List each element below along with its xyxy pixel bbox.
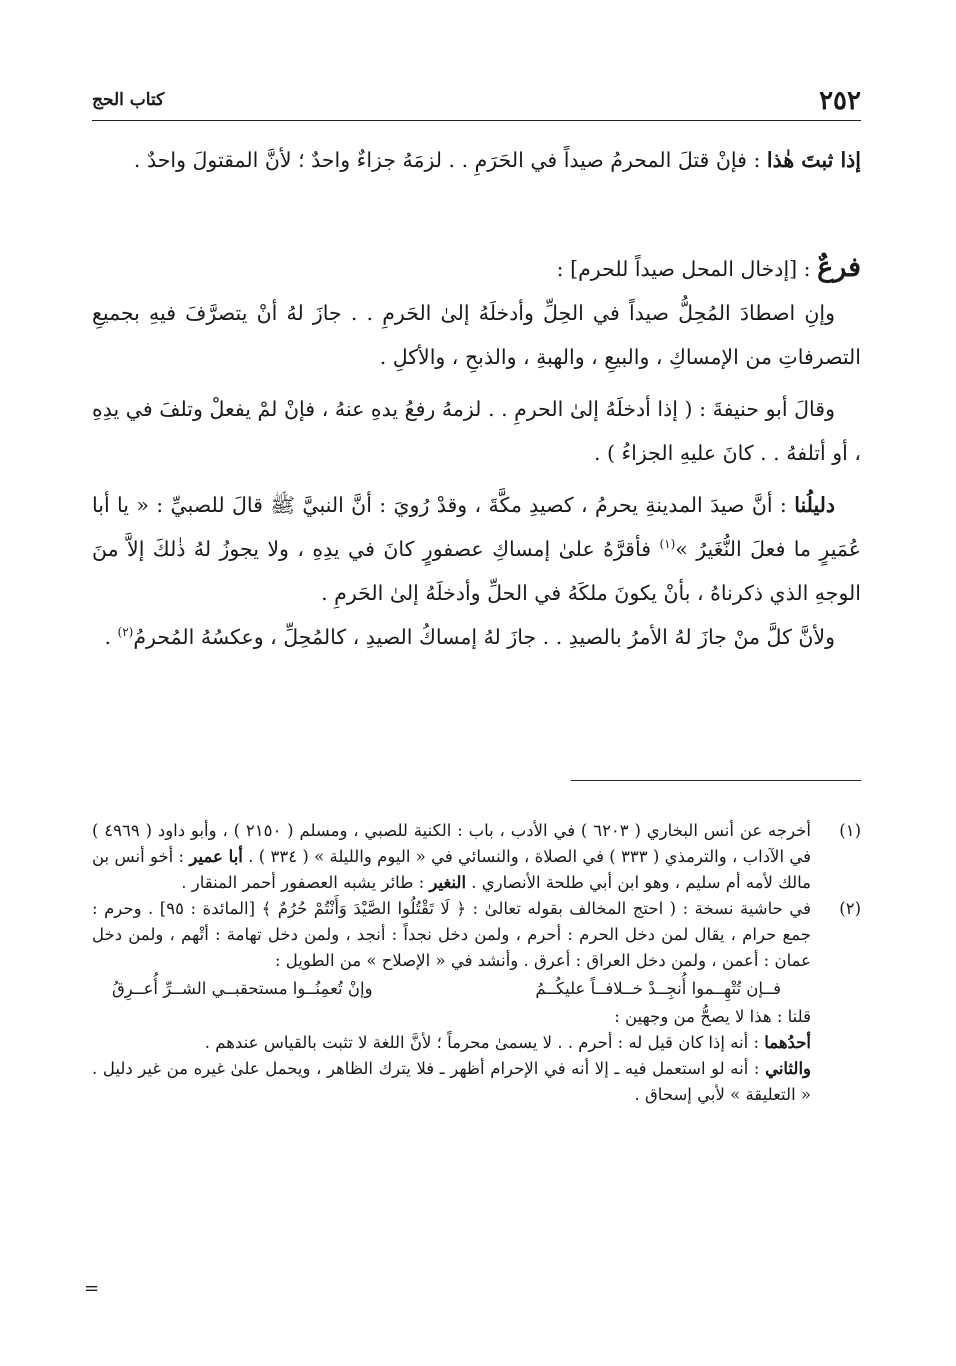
paragraph-4 [92,483,861,615]
footnotes [92,818,861,1108]
paragraph-5 [92,615,861,659]
footnote-1 [92,818,861,896]
paragraph-text: ولأنَّ كلَّ منْ جازَ لهُ الأمرُ بالصيدِ . . جازَ لهُ إمساكُ الصيدِ ، كالمُحِلِّ ، وعكسُهُ المُحرمُ [133,625,835,649]
paragraph-1 [92,138,861,182]
continuation-mark: = [84,1278,100,1299]
footnote-text: : أنه لو استعمل فيه ـ إلا أنه في الإحرام أظهر ـ فلا يترك الظاهر ، ويحمل علىٰ غيره من غير دليل . « التعليقة » لأبي إسحاق . [92,1059,811,1104]
footnote-text: : أنه إذا كان قيل له : أحرم . . لا يسمىٰ محرماً ؛ لأنَّ اللغة لا تثبت بالقياس عندهم . [204,1033,765,1052]
paragraph-3: وقالَ أبو حنيفةَ : ( إذا أدخلَهُ إلىٰ الحرمِ . . لزمهُ رفعُ يدهِ عنهُ ، فإنْ لمْ يفعلْ وتلفَ في يدِهِ ، أو أتلفهُ . . كانَ عليهِ الجزاءُ ) . [92,397,861,465]
main-text [92,138,861,659]
page-header [92,86,861,121]
paragraph-end: . [104,625,118,649]
lead-phrase: دليلُنا [794,493,835,517]
paragraph-2: وإنِ اصطادَ المُحِلُّ صيداً في الحِلِّ وأدخلَهُ إلىٰ الحَرمِ . . جازَ لهُ أنْ يتصرَّفَ فيهِ بجميعِ التصرفاتِ من الإمساكِ ، والبيعِ ، والهبةِ ، والذبحِ ، والأكلِ . [92,301,861,369]
footnote-keyword: أحدُهما [764,1033,811,1052]
footnote-text: قلنا : هذا لا يصحُّ من وجهين : [614,1007,811,1026]
footnote-text: أخرجه عن أنس البخاري ( ٦٢٠٣ ) في الأدب ، باب : الكنية للصبي ، ومسلم ( ٢١٥٠ ) ، وأبو داود ( ٤٩٦٩ ) في الآداب ، والترمذي ( ٣٣٣ ) في الصلاة ، والنسائي في « اليوم والليلة » ( ٣٣٤ ) . [92,821,811,866]
footnote-divider [571,780,861,781]
footnote-ref-2[interactable]: (٢) [117,625,134,640]
footnote-ref-1[interactable]: (١) [659,537,676,552]
branch-title: : [إدخال المحل صيداً للحرم] : [556,257,818,281]
verse-first-hemistich: فــإن تُتْهِــموا أُنجِــدْ خــلافــاً عليكُــمُ [535,979,781,998]
footnote-number: (٢) [839,899,861,918]
lead-phrase: إذا ثبتَ هٰذا [766,148,861,172]
running-title: كتاب الحج [92,90,165,110]
footnote-text: : أخو أنس بن مالك لأمه أم سليم ، وهو ابن أبي طلحة الأنصاري . [92,847,811,892]
footnote-keyword: النغير [429,873,467,892]
branch-label: فرعٌ [817,252,861,283]
footnote-keyword: والثاني [765,1059,811,1078]
footnote-text: في حاشية نسخة : ( احتج المخالف بقوله تعالىٰ : ﴿ لَا تَقْتُلُوا الصَّيْدَ وَأَنْتُمْ حُرُمٌ ﴾ [المائدة : ٩٥] . وحرم : جمع حرام ، يقال لمن دخل الحرم : أحرم ، ولمن دخل نجداً : أنجد ، ولمن دخل تهامة : أتْهم ، ولمن دخل عمان : أعمن ، ولمن دخل العراق : أعرق . وأنشد في « الإصلاح » من الطويل : [92,899,811,970]
page-number: ٢٥٢ [819,86,861,116]
footnote-keyword: أبا عمير [189,847,243,866]
paragraph-text: : أنَّ صيدَ المدينةِ يحرمُ ، كصيدِ مكَّةَ ، وقدْ رُويَ : أنَّ النبيَّ ﷺ قالَ للصبيِّ : « يا أبا عُمَيرٍ ما فعلَ النُّغَيرُ » [92,493,861,561]
verse-second-hemistich: وإنْ تُعمِنُــوا مستحقبــي الشــرِّ أُعــرِقُ [112,979,373,998]
poetry-verse [92,976,811,1002]
footnote-text: : طائر يشبه العصفور أحمر المنقار . [181,873,430,892]
footnote-2 [92,896,861,1108]
footnote-number: (١) [839,821,861,840]
paragraph-text: : فإنْ قتلَ المحرمُ صيداً في الحَرَمِ . . لزمَهُ جزاءٌ واحدٌ ؛ لأنَّ المقتولَ واحدٌ . [133,148,767,172]
paragraph-text: فأقرَّهُ علىٰ إمساكِ عصفورٍ كانَ في يدِهِ ، ولا يجوزُ لهُ ذٰلكَ إلاَّ منَ الوجهِ الذي ذكرناهُ ، بأنْ يكونَ ملكَهُ في الحلِّ وأدخلَهُ إلىٰ الحَرمِ . [92,537,861,605]
branch-heading [92,246,861,291]
